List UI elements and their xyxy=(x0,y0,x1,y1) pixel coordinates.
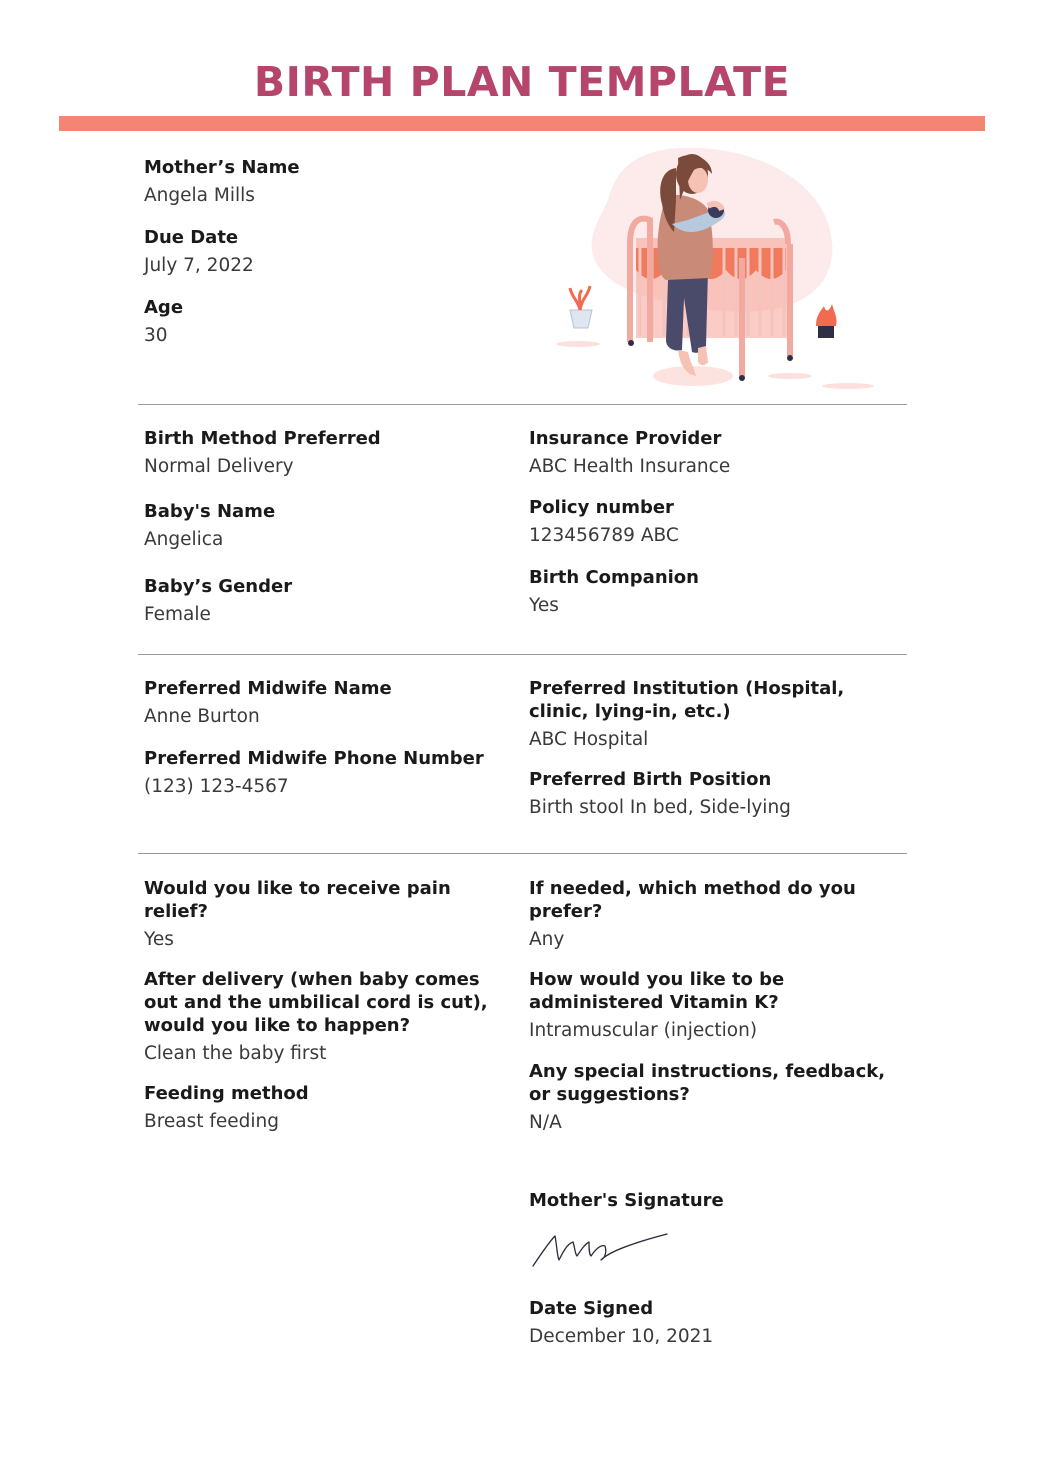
handwritten-signature-icon xyxy=(529,1222,674,1272)
vitamin-k-field xyxy=(529,968,874,1043)
page-title: BIRTH PLAN TEMPLATE xyxy=(253,58,791,106)
after-delivery-field xyxy=(144,968,496,1066)
institution-label: Preferred Institution (Hospital, clinic, lying-in, etc.) xyxy=(529,678,845,722)
section-divider-2 xyxy=(138,654,907,655)
midwife-phone-field xyxy=(144,747,504,799)
pain-method-value: Any xyxy=(529,929,565,950)
pain-relief-label: Would you like to receive pain relief? xyxy=(144,878,451,922)
section-divider-1 xyxy=(138,404,907,405)
age-label: Age xyxy=(144,297,184,318)
baby-name-field xyxy=(144,500,504,552)
policy-number-field xyxy=(529,496,899,548)
pain-method-label: If needed, which method do you prefer? xyxy=(529,878,856,922)
date-signed-field xyxy=(529,1297,899,1349)
date-signed-label: Date Signed xyxy=(529,1298,654,1319)
baby-gender-field xyxy=(144,575,504,627)
midwife-name-value: Anne Burton xyxy=(144,706,260,727)
vitamin-k-value: Intramuscular (injection) xyxy=(529,1020,758,1041)
mother-name-field xyxy=(144,156,504,208)
policy-number-value: 123456789 ABC xyxy=(529,525,679,546)
after-delivery-value: Clean the baby first xyxy=(144,1043,327,1064)
date-signed-value: December 10, 2021 xyxy=(529,1326,714,1347)
pain-relief-value: Yes xyxy=(144,929,174,950)
special-instructions-value: N/A xyxy=(529,1112,562,1133)
midwife-phone-value: (123) 123-4567 xyxy=(144,776,289,797)
baby-gender-value: Female xyxy=(144,604,211,625)
insurance-provider-label: Insurance Provider xyxy=(529,428,722,449)
age-value: 30 xyxy=(144,325,168,346)
birth-method-field xyxy=(144,427,504,479)
birth-position-value: Birth stool In bed, Side-lying xyxy=(529,797,791,818)
birth-position-field xyxy=(529,768,899,820)
pain-relief-field xyxy=(144,877,489,952)
feeding-method-field xyxy=(144,1082,504,1134)
after-delivery-label: After delivery (when baby comes out and the umbilical cord is cut), would you like to happen? xyxy=(144,969,488,1036)
special-instructions-label: Any special instructions, feedback, or suggestions? xyxy=(529,1061,886,1105)
signature-label: Mother's Signature xyxy=(529,1190,724,1211)
title-accent-bar xyxy=(59,116,985,131)
special-instructions-field xyxy=(529,1060,899,1135)
midwife-phone-label: Preferred Midwife Phone Number xyxy=(144,748,484,769)
birth-method-label: Birth Method Preferred xyxy=(144,428,381,449)
mother-name-value: Angela Mills xyxy=(144,185,255,206)
birth-companion-value: Yes xyxy=(529,595,559,616)
feeding-method-value: Breast feeding xyxy=(144,1111,280,1132)
insurance-provider-value: ABC Health Insurance xyxy=(529,456,731,477)
feeding-method-label: Feeding method xyxy=(144,1083,309,1104)
institution-field xyxy=(529,677,874,752)
midwife-name-field xyxy=(144,677,504,729)
vitamin-k-label: How would you like to be administered Vitamin K? xyxy=(529,969,785,1013)
due-date-field xyxy=(144,226,504,278)
due-date-value: July 7, 2022 xyxy=(144,255,254,276)
policy-number-label: Policy number xyxy=(529,497,674,518)
due-date-label: Due Date xyxy=(144,227,239,248)
institution-value: ABC Hospital xyxy=(529,729,649,750)
pain-method-field xyxy=(529,877,874,952)
baby-gender-label: Baby’s Gender xyxy=(144,576,293,597)
midwife-name-label: Preferred Midwife Name xyxy=(144,678,392,699)
mother-name-label: Mother’s Name xyxy=(144,157,300,178)
birth-method-value: Normal Delivery xyxy=(144,456,294,477)
insurance-provider-field xyxy=(529,427,899,479)
birth-companion-label: Birth Companion xyxy=(529,567,699,588)
mother-holding-baby-illustration xyxy=(548,140,888,396)
age-field xyxy=(144,296,504,348)
signature-field xyxy=(529,1189,899,1212)
birth-companion-field xyxy=(529,566,899,618)
section-divider-3 xyxy=(138,853,907,854)
birth-position-label: Preferred Birth Position xyxy=(529,769,772,790)
baby-name-value: Angelica xyxy=(144,529,224,550)
baby-name-label: Baby's Name xyxy=(144,501,276,522)
